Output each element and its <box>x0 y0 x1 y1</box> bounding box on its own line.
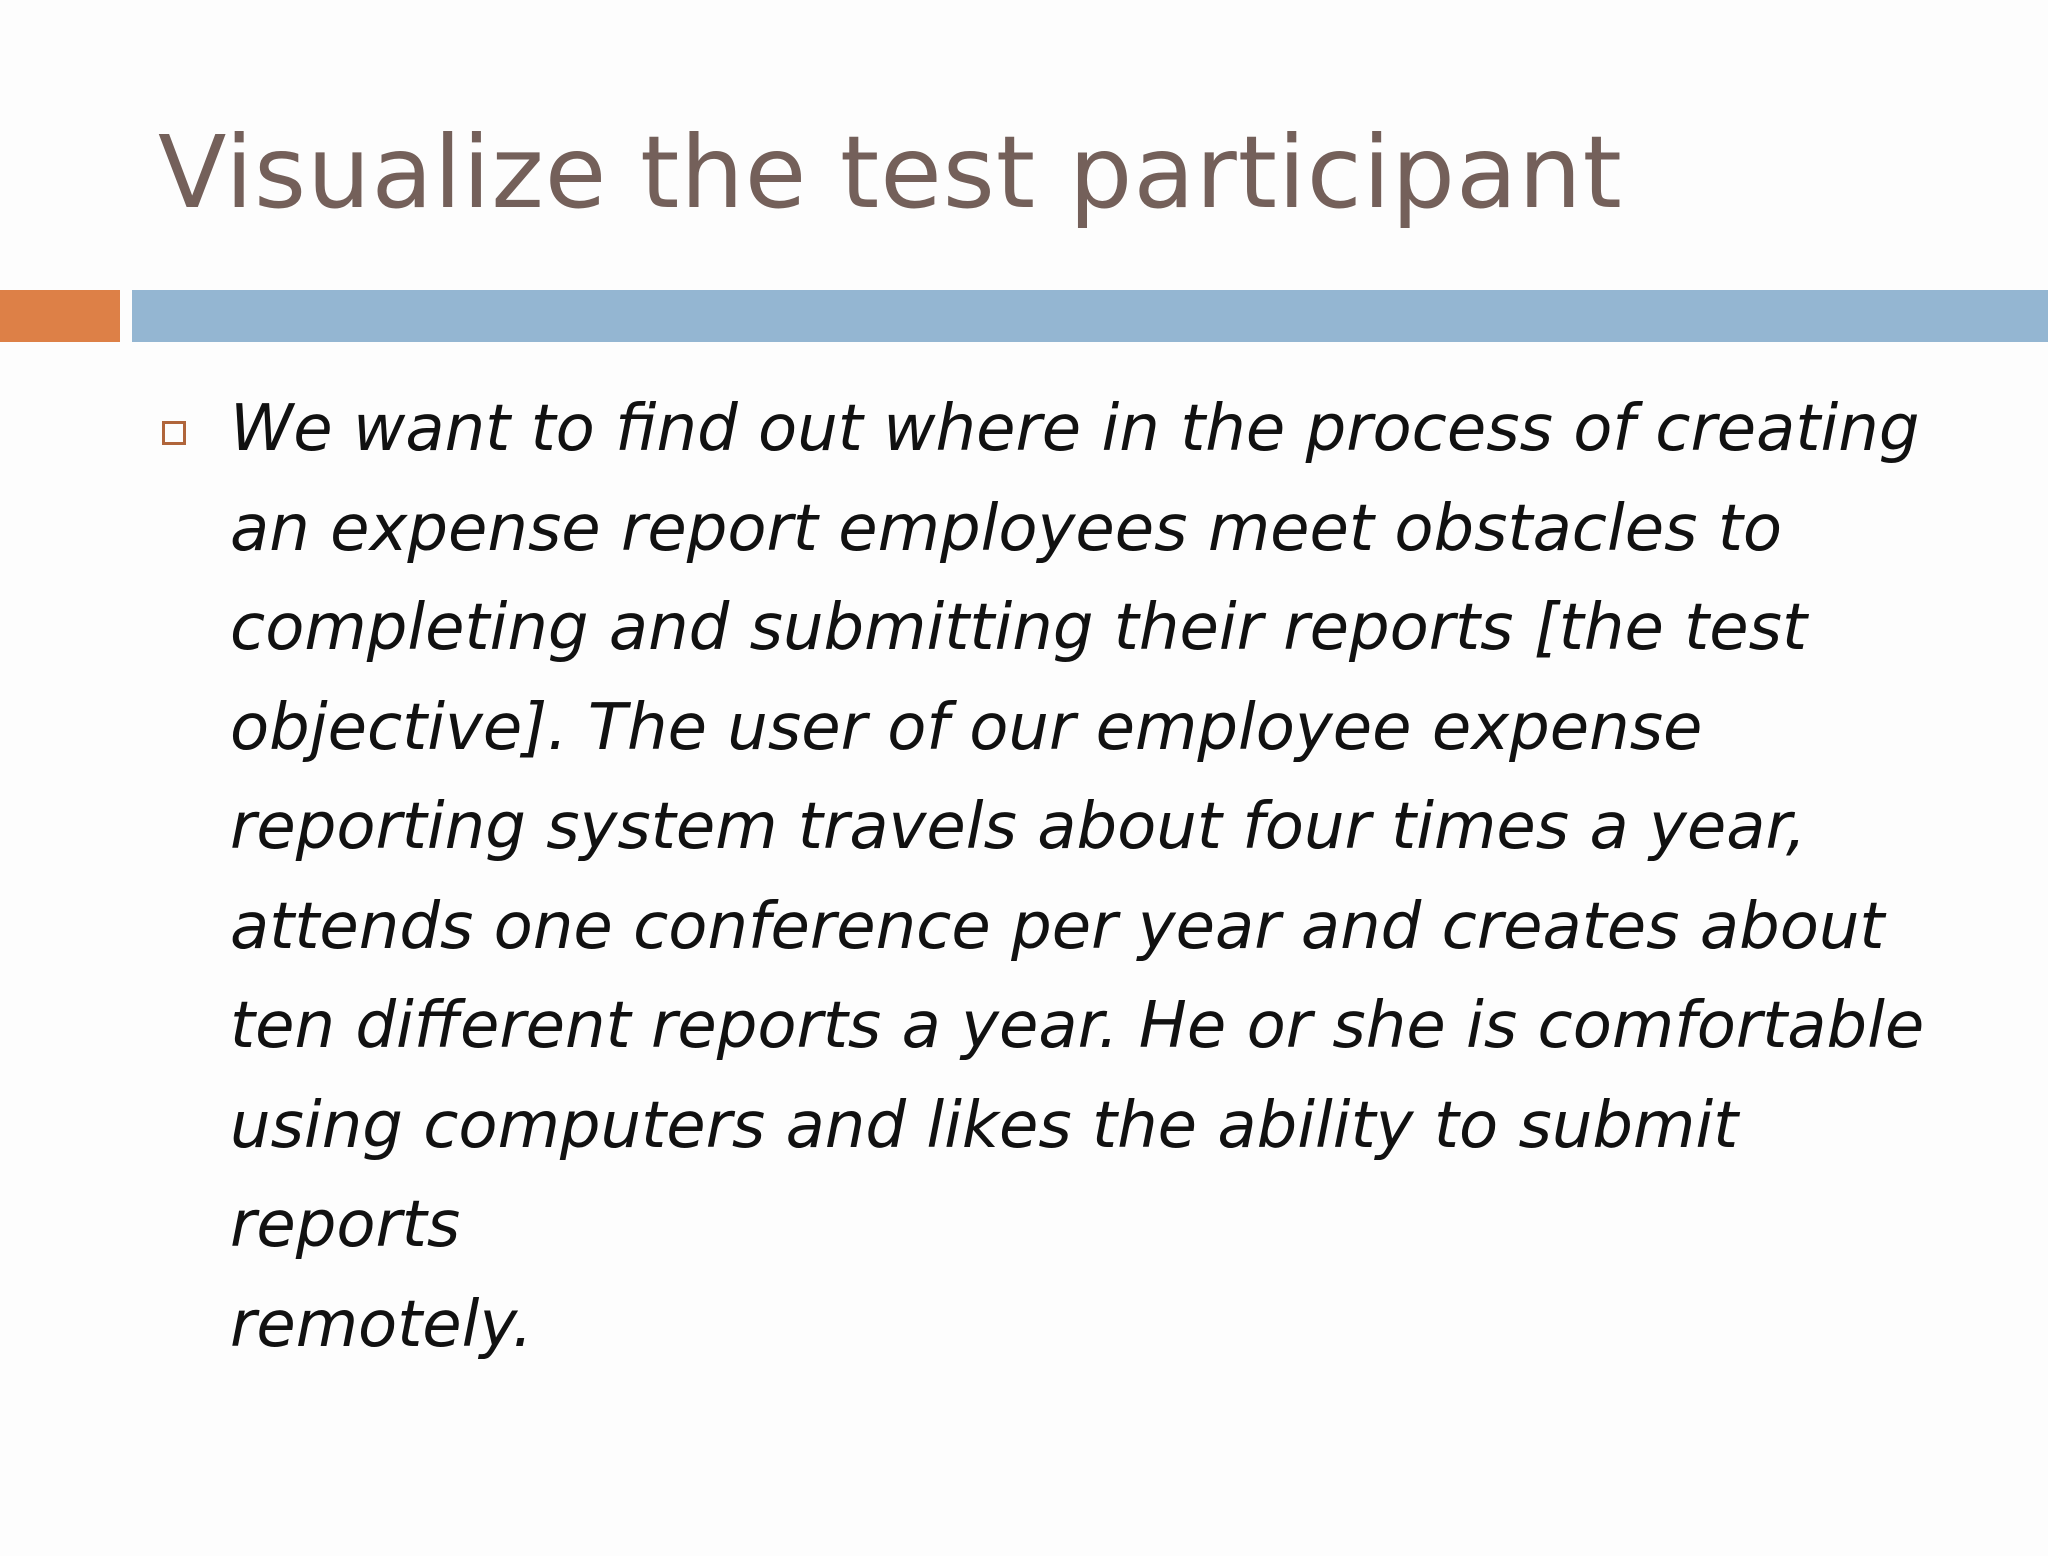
slide-content <box>158 380 1928 1375</box>
hollow-square-bullet-icon <box>162 421 186 445</box>
orange-accent-bar <box>0 290 120 342</box>
blue-title-rule <box>132 290 2048 342</box>
slide-title: Visualize the test participant <box>158 114 1623 231</box>
bullet-text: We want to find out where in the process of creating an expense report employees meet obstacles to completing and submitting their reports [the test objective]. The user of our employee expense reporting system travels about four times a year, attends one conference per year and creates about ten different reports a year. He or she is comfortable using computers and likes the ability to submit reports remotely. <box>230 392 1925 1362</box>
bullet-item <box>158 380 1928 1375</box>
